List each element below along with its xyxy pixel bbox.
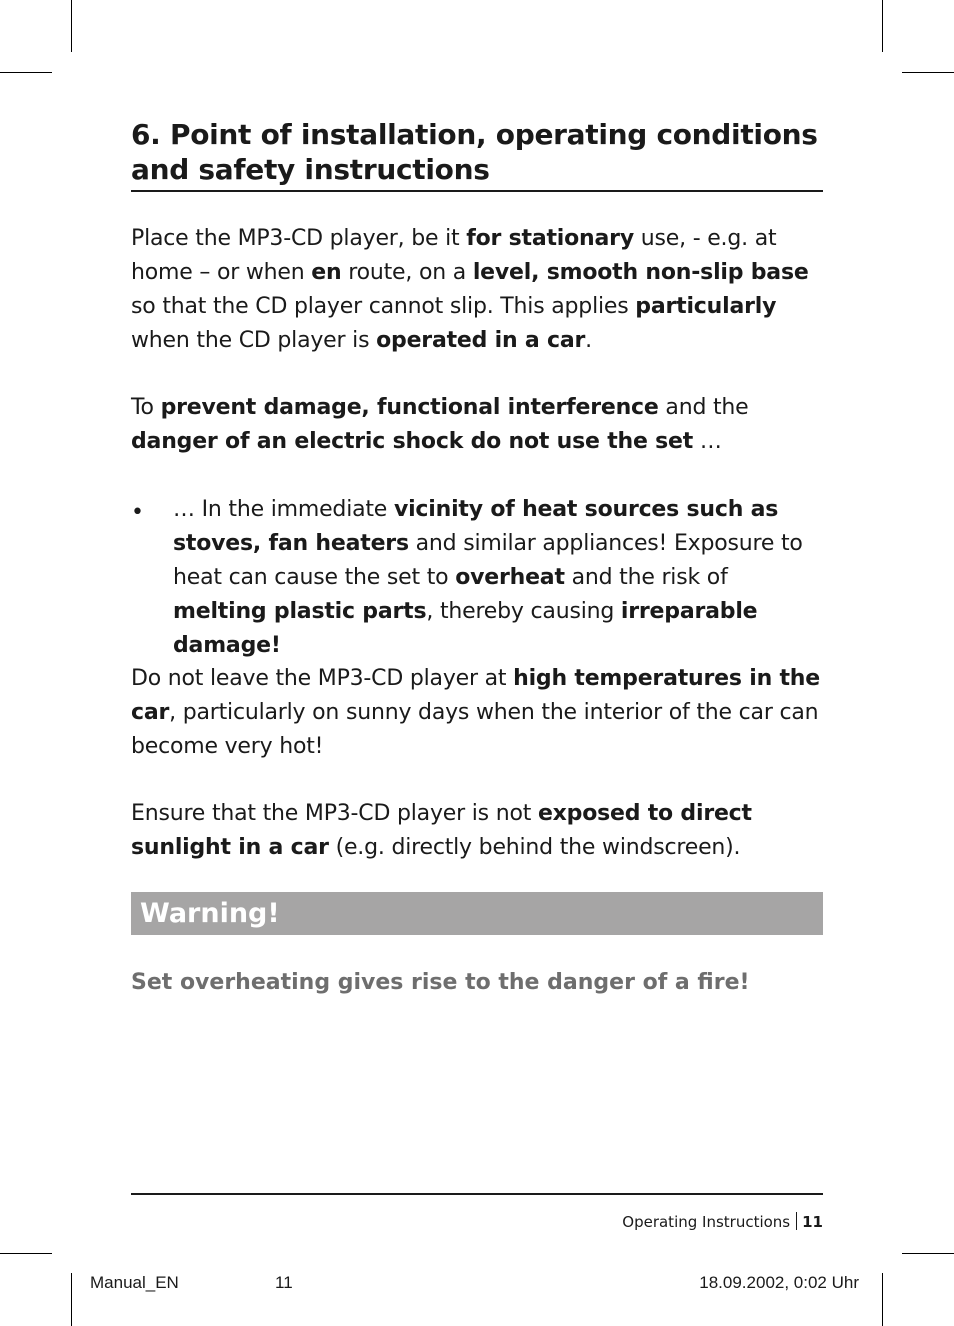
emphasis: for stationary bbox=[466, 226, 634, 251]
emphasis: operated in a car bbox=[376, 328, 586, 353]
emphasis: irreparable damage! bbox=[173, 599, 758, 658]
text-run: To bbox=[131, 395, 161, 420]
emphasis: level, smooth non-slip base bbox=[472, 260, 809, 285]
text-run: and the risk of bbox=[564, 565, 728, 590]
text-run: and similar appliances! Exposure to heat can cause the set to bbox=[173, 531, 803, 590]
emphasis: particularly bbox=[635, 294, 777, 319]
crop-mark bbox=[882, 0, 883, 52]
warning-text: Set overheating gives rise to the danger of a ﬁre! bbox=[131, 970, 750, 995]
text-run: , particularly on sunny days when the interior of the car can become very hot! bbox=[131, 700, 819, 759]
slug-page: 11 bbox=[275, 1273, 293, 1292]
emphasis: en bbox=[311, 260, 342, 285]
emphasis: danger of an electric shock do not use the set bbox=[131, 429, 694, 454]
text-run: and the bbox=[658, 395, 749, 420]
emphasis: melting plastic parts bbox=[173, 599, 427, 624]
text-run: … In the immediate bbox=[173, 497, 394, 522]
page-footer bbox=[622, 1212, 823, 1232]
paragraph-high-temperatures bbox=[131, 662, 823, 764]
crop-mark bbox=[0, 72, 52, 73]
emphasis: overheat bbox=[455, 565, 565, 590]
crop-mark bbox=[902, 1253, 954, 1254]
crop-mark bbox=[71, 1273, 72, 1326]
text-run: (e.g. directly behind the windscreen). bbox=[328, 835, 741, 860]
text-run: Place the MP3-CD player, be it bbox=[131, 226, 467, 251]
crop-mark bbox=[0, 1253, 52, 1254]
heading-rule bbox=[131, 190, 823, 192]
page-number: 11 bbox=[802, 1213, 823, 1231]
footer-label: Operating Instructions bbox=[622, 1213, 791, 1231]
crop-mark bbox=[882, 1273, 883, 1326]
section-heading: 6. Point of installation, operating conditions and safety instructions bbox=[131, 118, 818, 186]
bullet-marker: • bbox=[131, 500, 144, 525]
paragraph-direct-sunlight bbox=[131, 797, 823, 865]
text-run: use, - e.g. at home – or when bbox=[131, 226, 777, 285]
text-run: so that the CD player cannot slip. This applies bbox=[131, 294, 636, 319]
crop-mark bbox=[71, 0, 72, 52]
text-run: , thereby causing bbox=[426, 599, 621, 624]
emphasis: prevent damage, functional interference bbox=[160, 395, 659, 420]
slug-filename: Manual_EN bbox=[90, 1273, 179, 1292]
emphasis: high temperatures in the car bbox=[131, 666, 820, 725]
footer-rule bbox=[131, 1193, 823, 1195]
emphasis: vicinity of heat sources such as stoves, fan heaters bbox=[173, 497, 779, 556]
warning-title: Warning! bbox=[140, 898, 280, 929]
emphasis: exposed to direct sunlight in a car bbox=[131, 801, 752, 860]
crop-mark bbox=[902, 72, 954, 73]
text-run: . bbox=[585, 328, 592, 353]
paragraph-prevent-damage bbox=[131, 391, 823, 459]
paragraph-placement bbox=[131, 222, 823, 358]
text-run: Do not leave the MP3-CD player at bbox=[131, 666, 514, 691]
text-run: when the CD player is bbox=[131, 328, 377, 353]
text-run: route, on a bbox=[341, 260, 473, 285]
warning-banner bbox=[131, 892, 823, 935]
slug-date: 18.09.2002, 0:02 Uhr bbox=[699, 1273, 859, 1292]
text-run: … bbox=[693, 429, 722, 454]
text-run: Ensure that the MP3-CD player is not bbox=[131, 801, 538, 826]
bullet-item-heat-sources bbox=[173, 493, 823, 663]
footer-separator bbox=[796, 1212, 797, 1230]
